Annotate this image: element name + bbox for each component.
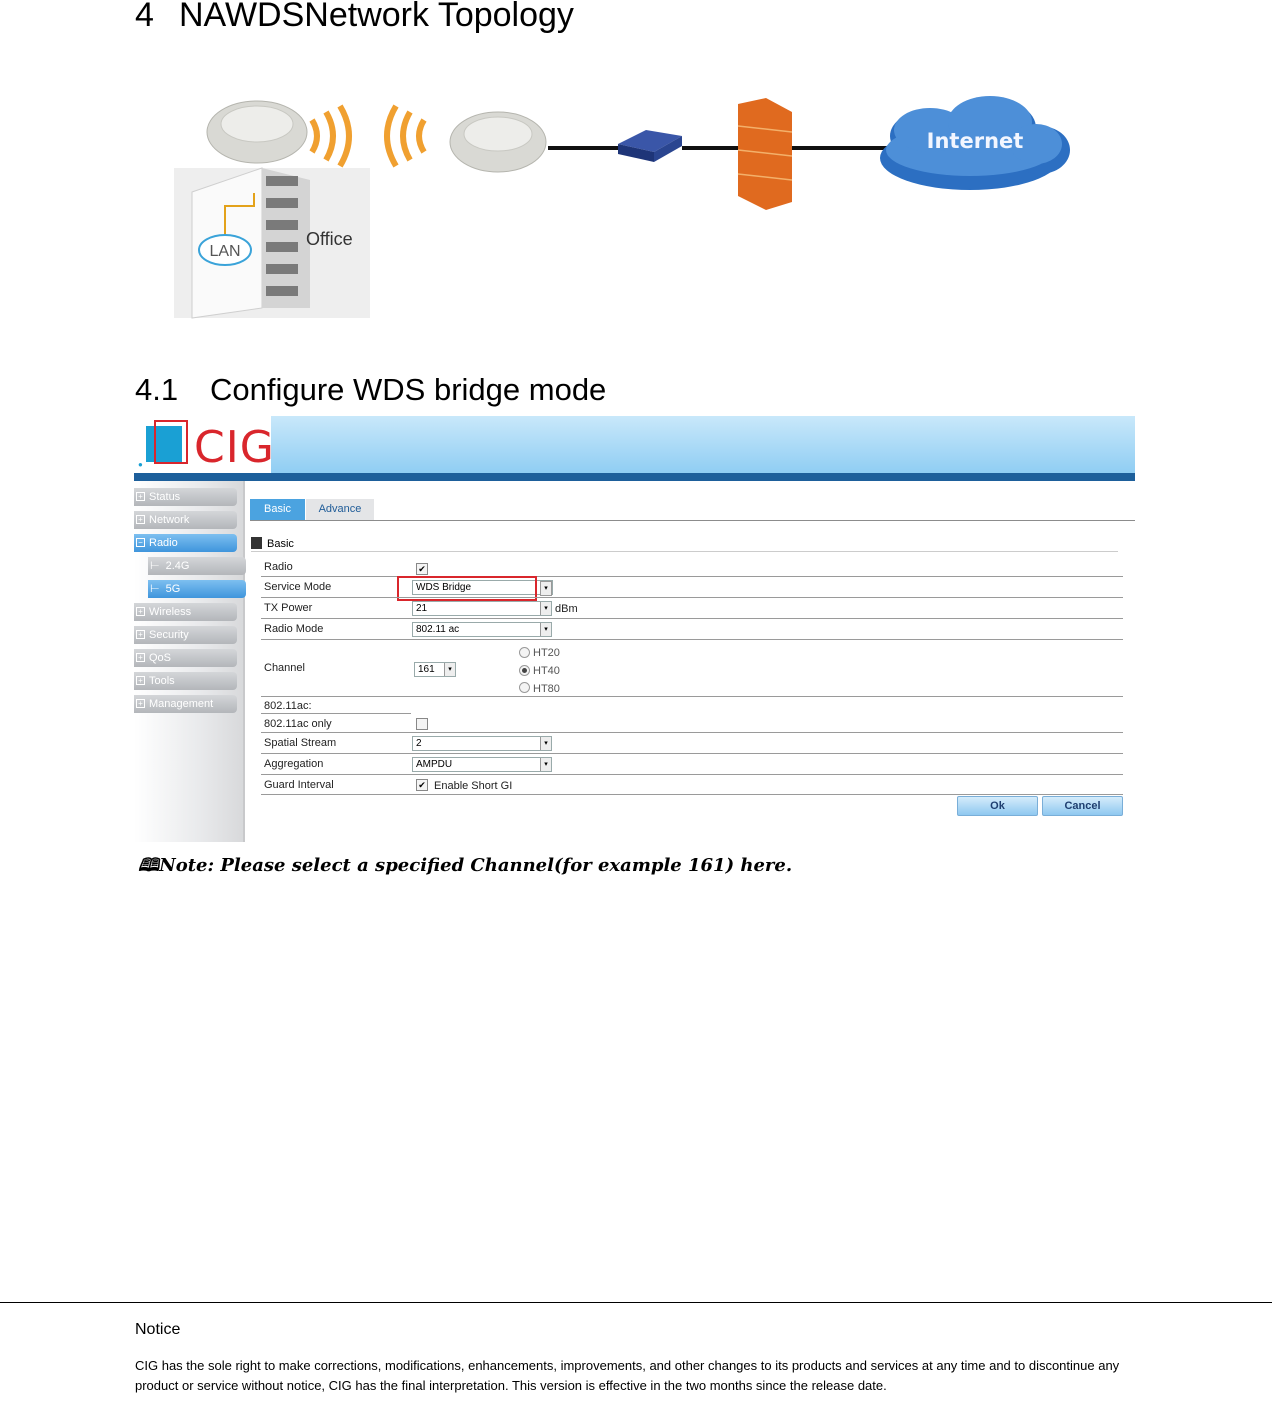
sidebar-item-2-4g[interactable]: ⊢ 2.4G [148,557,246,575]
radio-enable-checkbox[interactable]: ✔ [416,563,428,575]
footer-title: Notice [135,1321,181,1338]
sidebar-item-qos[interactable]: + QoS [134,649,237,667]
sidebar-item-radio[interactable]: − Radio [134,534,237,552]
radio-mode-select[interactable]: 802.11 ac ▾ [412,622,552,637]
sidebar-item-tools[interactable]: + Tools [134,672,237,690]
ht80-radio[interactable] [519,682,530,693]
ac-header-label: 802.11ac: [264,700,312,712]
tx-power-unit: dBm [555,603,578,615]
section-header: Basic [251,537,1118,552]
service-mode-label: Service Mode [264,581,332,593]
tx-power-label: TX Power [264,602,313,614]
ok-button[interactable]: Ok [957,796,1038,816]
ht20-radio[interactable] [519,647,530,658]
tx-power-select[interactable]: 21 ▾ [412,601,552,616]
book-icon: 🕮 [138,855,160,876]
firewall-icon [738,98,792,210]
chevron-down-icon[interactable]: ▾ [540,581,552,596]
sidebar-item-status[interactable]: + Status [134,488,237,506]
channel-select[interactable]: 161 ▾ [414,662,456,677]
channel-label: Channel [264,662,305,674]
tab-advance[interactable]: Advance [306,499,374,520]
cancel-button[interactable]: Cancel [1042,796,1123,816]
note-text: Note: Please select a specified Channel(for example 161) here. [159,855,793,876]
spatial-stream-select[interactable]: 2 ▾ [412,736,552,751]
ht40-radio[interactable] [519,665,530,676]
service-mode-select[interactable]: WDS Bridge [412,580,553,595]
wireless-signal-right-icon [312,106,349,166]
footer-divider [0,1302,1272,1303]
sidebar-item-network[interactable]: + Network [134,511,237,529]
header-divider [134,473,1135,481]
header-banner [134,416,1135,474]
heading-title: NAWDSNetwork Topology [179,0,574,34]
short-gi-label: Enable Short GI [434,780,513,792]
ht20-label: HT20 [533,647,560,659]
wireless-signal-left-icon [387,106,424,166]
tab-basic[interactable]: Basic [250,499,305,520]
ht40-label: HT40 [533,665,560,677]
office-label: Office [306,229,353,249]
sidebar-item-wireless[interactable]: + Wireless [134,603,237,621]
spatial-stream-label: Spatial Stream [264,737,337,749]
router-config-screenshot [134,416,1135,842]
guard-interval-label: Guard Interval [264,779,334,791]
internet-label: Internet [926,129,1024,153]
radio-mode-label: Radio Mode [264,623,324,635]
logo-text: CIG [194,422,275,473]
aggregation-select[interactable]: AMPDU ▾ [412,757,552,772]
aggregation-label: Aggregation [264,758,324,770]
lan-label: LAN [209,243,241,260]
ac-only-label: 802.11ac only [264,718,332,730]
section-heading-4-1 [135,372,606,408]
radio-label: Radio [264,561,293,573]
network-topology-diagram [170,88,1070,323]
ac-only-checkbox[interactable] [416,718,428,730]
sidebar-item-management[interactable]: + Management [134,695,237,713]
heading-number: 4 [135,0,154,34]
cig-logo: ● CIG [134,416,271,474]
sidebar-item-security[interactable]: + Security [134,626,237,644]
short-gi-checkbox[interactable]: ✔ [416,779,428,791]
section-heading-4 [135,0,574,35]
sidebar-item-5g[interactable]: ⊢ 5G [148,580,246,598]
footer-text: CIG has the sole right to make corrections, modifications, enhancements, improvements, and other changes to its products and services at any time and to discontinue any product or service without notice, CIG has the final interpretation. This version is effective in the two months since the release date. [135,1358,1120,1393]
heading-number: 4.1 [135,372,179,407]
heading-title: Configure WDS bridge mode [210,372,607,407]
ht80-label: HT80 [533,683,560,695]
note [138,853,792,883]
